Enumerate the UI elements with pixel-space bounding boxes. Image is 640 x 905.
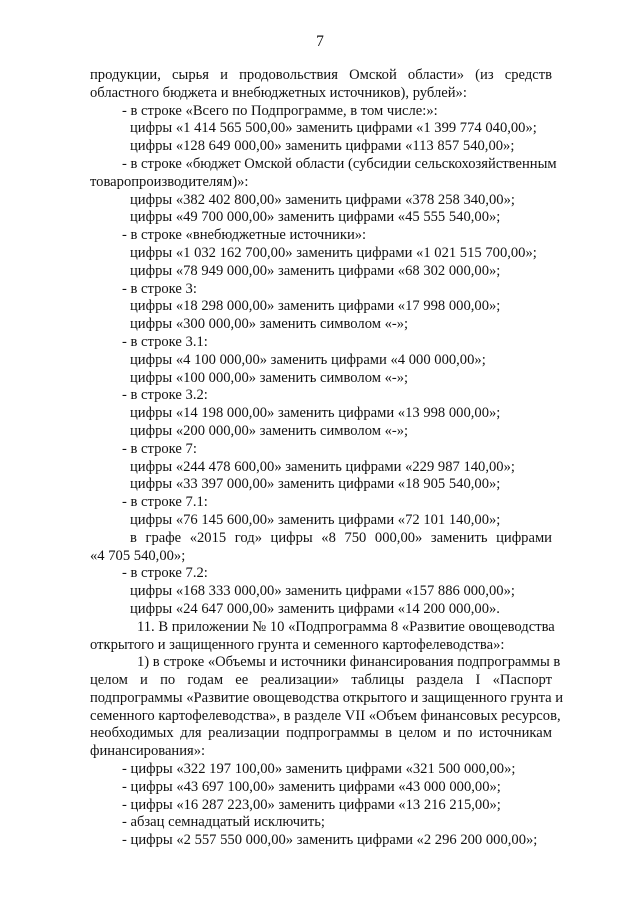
text-line: 11. В приложении № 10 «Подпрограмма 8 «Развитие овощеводства [137,618,555,635]
text-line: - цифры «16 287 223,00» заменить цифрами «13 216 215,00»; [122,796,501,813]
text-line: - в строке «внебюджетные источники»: [122,227,367,244]
text-line: цифры «4 100 000,00» заменить цифрами «4 000 000,00»; [130,351,486,368]
text-line: финансирования»: [90,743,206,760]
text-line: 1) в строке «Объемы и источники финансирования подпрограммы в [137,654,561,671]
text-line: цифры «76 145 600,00» заменить цифрами «72 101 140,00»; [130,511,501,528]
text-line: цифры «78 949 000,00» заменить цифрами «68 302 000,00»; [130,262,501,279]
page-number: 7 [316,33,324,50]
text-line: продукции, сырья и продовольствия Омской области» (из средств [90,67,552,83]
text-line: - в строке 3: [122,280,197,297]
text-line: цифры «24 647 000,00» заменить цифрами «14 200 000,00». [130,600,500,617]
text-line: необходимых для реализации подпрограммы в целом и по источникам [90,725,552,742]
text-line: областного бюджета и внебюджетных источников), рублей»: [90,84,467,101]
text-line: цифры «14 198 000,00» заменить цифрами «13 998 000,00»; [130,405,501,422]
text-line: цифры «1 414 565 500,00» заменить цифрами «1 399 774 040,00»; [130,120,537,137]
text-line: цифры «18 298 000,00» заменить цифрами «17 998 000,00»; [130,298,501,315]
text-line: - абзац семнадцатый исключить; [122,814,325,831]
text-line: цифры «382 402 800,00» заменить цифрами «378 258 340,00»; [130,191,515,208]
text-line: - в строке «Всего по Подпрограмме, в том числе:»: [122,102,438,119]
document-body [90,67,564,850]
text-line: - в строке 3.2: [122,387,208,404]
text-line: - цифры «43 697 100,00» заменить цифрами «43 000 000,00»; [122,778,501,795]
text-line: - цифры «322 197 100,00» заменить цифрами «321 500 000,00»; [122,761,516,778]
text-line: - в строке «бюджет Омской области (субсидии сельскохозяйственным [122,155,557,172]
text-line: - в строке 7.2: [122,565,208,582]
text-line: - в строке 3.1: [122,333,208,350]
text-line: цифры «168 333 000,00» заменить цифрами «157 886 000,00»; [130,583,515,600]
text-line: цифры «244 478 600,00» заменить цифрами «229 987 140,00»; [130,458,515,475]
text-line: цифры «49 700 000,00» заменить цифрами «45 555 540,00»; [130,209,501,226]
text-line: подпрограммы «Развитие овощеводства открытого и защищенного грунта и [90,689,564,706]
text-line: цифры «300 000,00» заменить символом «-»; [130,316,409,333]
text-line: цифры «128 649 000,00» заменить цифрами «113 857 540,00»; [130,138,515,155]
text-line: семенного картофелеводства», в разделе VII «Объем финансовых ресурсов, [90,707,561,724]
text-line: целом и по годам ее реализации» таблицы раздела I «Паспорт [90,672,552,689]
text-line: - в строке 7: [122,440,197,457]
text-line: цифры «33 397 000,00» заменить цифрами «18 905 540,00»; [130,476,501,493]
text-line: цифры «100 000,00» заменить символом «-»; [130,369,409,386]
text-line: цифры «1 032 162 700,00» заменить цифрами «1 021 515 700,00»; [130,244,537,261]
text-line: «4 705 540,00»; [90,547,186,564]
text-line: открытого и защищенного грунта и семенного картофелеводства»: [90,636,505,653]
text-line: - цифры «2 557 550 000,00» заменить цифрами «2 296 200 000,00»; [122,832,538,849]
text-line: в графе «2015 год» цифры «8 750 000,00» заменить цифрами [130,529,552,546]
text-line: товаропроизводителям)»: [90,173,249,190]
text-line: - в строке 7.1: [122,494,208,511]
text-line: цифры «200 000,00» заменить символом «-»; [130,422,409,439]
